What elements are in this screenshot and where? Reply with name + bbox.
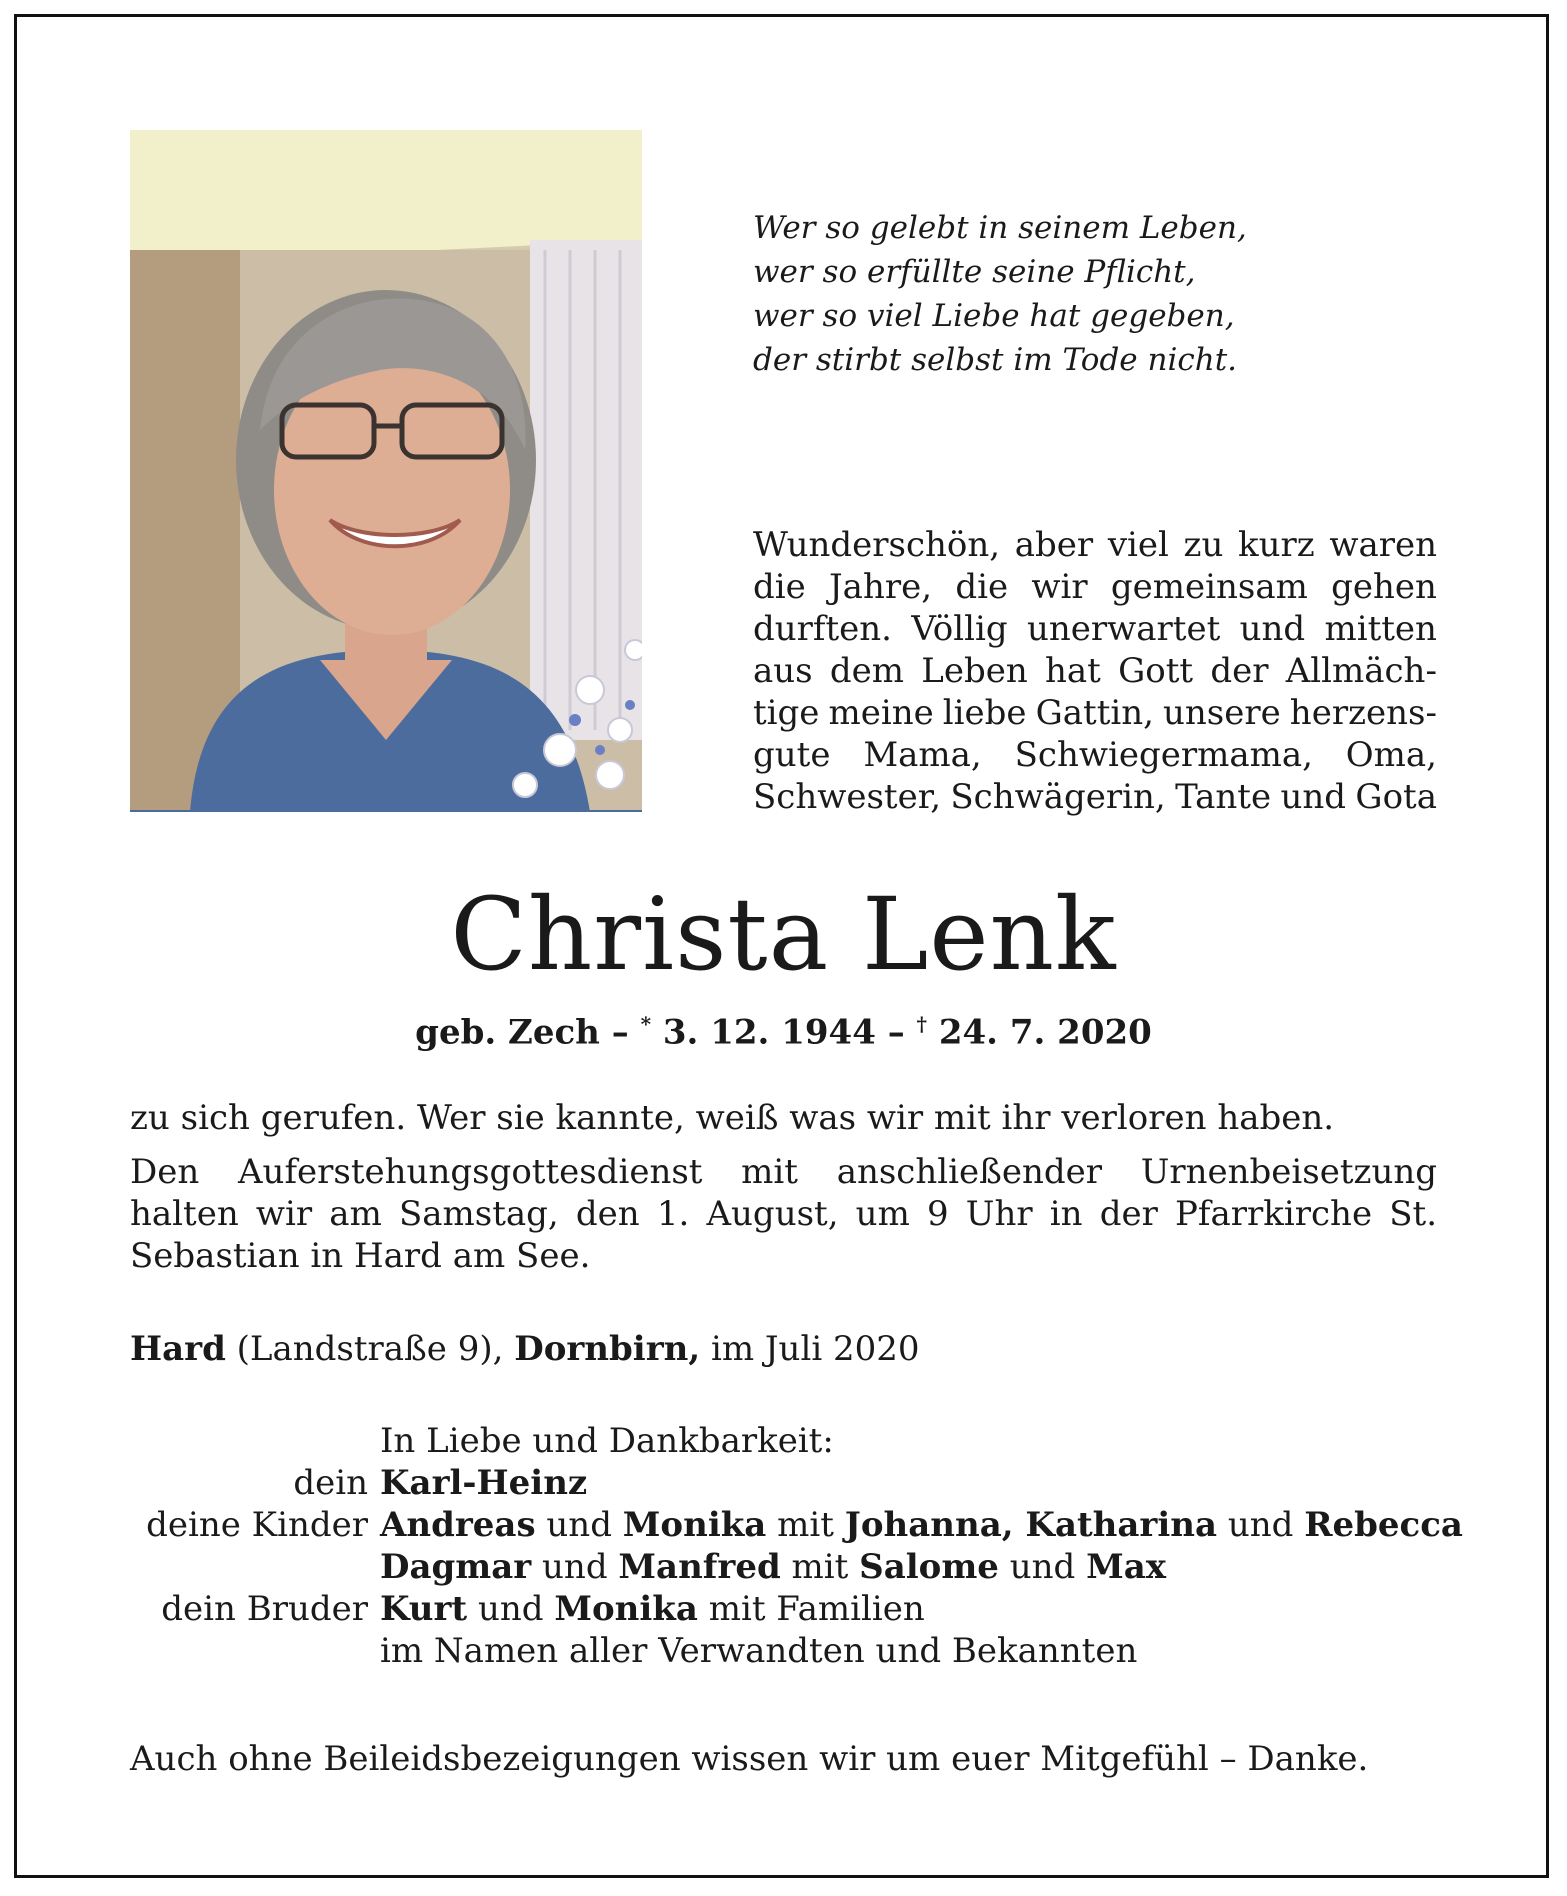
- intro-word: herzens-: [1289, 693, 1437, 733]
- body-text: [130, 1097, 1437, 1277]
- intro-word: Oma,: [1345, 735, 1437, 775]
- intro-word: Leben: [921, 651, 1028, 691]
- signatories: In Liebe und Dankbarkeit: dein Karl-Heinz deine Kinder Andreas und Monika mit Johanna, Katharina und Rebecca Dagmar und Manfred mit Salome und Max dein Bruder Kurt und Monika mit Familien im Namen aller Verwandten und Bekannten: [130, 1420, 1463, 1672]
- birth-star-icon: *: [640, 1012, 652, 1036]
- birth-date: 3. 12. 1944: [651, 1012, 876, 1053]
- intro-word: aber: [1014, 525, 1094, 565]
- intro-word: Schwiegermama,: [1014, 735, 1313, 775]
- intro-word: Gott: [1118, 651, 1194, 691]
- motto-line: Wer so gelebt in seinem Leben,: [753, 210, 1247, 246]
- intro-line: [753, 608, 1437, 650]
- intro-line: [753, 650, 1437, 692]
- intro-word: wir: [1031, 567, 1088, 607]
- intro-word: die: [955, 567, 1009, 607]
- intro-word: meine: [828, 693, 934, 733]
- intro-word: Tante: [1175, 777, 1272, 817]
- footer-thanks: Auch ohne Beileidsbezeigungen wissen wir um euer Mitgefühl – Danke.: [130, 1739, 1369, 1779]
- intro-word: unsere: [1163, 693, 1281, 733]
- intro-word: die: [753, 567, 806, 607]
- portrait-photo-icon: [130, 130, 642, 812]
- intro-word: Völlig: [911, 609, 1008, 649]
- intro-word: aus: [753, 651, 813, 691]
- funeral-paragraph: Den Auferstehungsgottesdienst mit anschließender Urnenbeisetzung halten wir am Samstag, den 1. August, um 9 Uhr in der Pfarrkirche St. Sebastian in Hard am See.: [130, 1152, 1437, 1276]
- deceased-name: Christa Lenk: [450, 876, 1117, 993]
- intro-word: gute: [753, 735, 831, 775]
- intro-word: Gota: [1355, 777, 1437, 817]
- motto-line: wer so erfüllte seine Pflicht,: [753, 254, 1196, 290]
- intro-word: waren: [1329, 525, 1437, 565]
- intro-word: hat: [1045, 651, 1101, 691]
- intro-word: kurz: [1238, 525, 1315, 565]
- motto-line: wer so viel Liebe hat gegeben,: [753, 298, 1235, 334]
- intro-word: Schwägerin,: [950, 777, 1166, 817]
- motto-line: der stirbt selbst im Tode nicht.: [753, 342, 1238, 378]
- intro-word: durften.: [753, 609, 892, 649]
- intro-word: dem: [829, 651, 905, 691]
- intro-line: [753, 776, 1437, 818]
- intro-word: zu: [1183, 525, 1224, 565]
- death-cross-icon: †: [916, 1012, 928, 1036]
- children-label: deine Kinder: [146, 1505, 368, 1545]
- intro-word: mitten: [1324, 609, 1437, 649]
- others-line: im Namen aller Verwandten und Bekannten: [380, 1631, 1138, 1671]
- intro-word: gehen: [1331, 567, 1437, 607]
- intro-word: und: [1239, 609, 1306, 649]
- intro-word: Wunderschön,: [753, 525, 1001, 565]
- intro-word: der: [1210, 651, 1269, 691]
- notice-date: im Juli 2020: [700, 1329, 920, 1369]
- death-date: 24. 7. 2020: [927, 1012, 1152, 1053]
- birth-name: geb. Zech: [415, 1012, 600, 1053]
- intro-word: viel: [1107, 525, 1169, 565]
- intro-word: gemeinsam: [1110, 567, 1308, 607]
- town-dornbirn: Dornbirn,: [514, 1329, 701, 1369]
- signatories-heading: In Liebe und Dankbarkeit:: [380, 1421, 834, 1461]
- intro-line: [753, 734, 1437, 776]
- intro-word: Jahre,: [829, 567, 933, 607]
- intro-word: Mama,: [863, 735, 982, 775]
- address: (Landstraße 9),: [225, 1329, 515, 1369]
- intro-word: Schwester,: [753, 777, 942, 817]
- body-paragraph: zu sich gerufen. Wer sie kannte, weiß was wir mit ihr verloren haben.: [130, 1098, 1335, 1138]
- brother-label: dein Bruder: [161, 1589, 368, 1629]
- motto-verse: [753, 206, 1247, 382]
- intro-line: [753, 566, 1437, 608]
- intro-paragraph: [753, 524, 1437, 818]
- place-date-line: [130, 1328, 920, 1370]
- intro-line: [753, 524, 1437, 566]
- intro-word: tige: [753, 693, 820, 733]
- husband-label: dein: [293, 1463, 368, 1503]
- husband-name: Karl-Heinz: [380, 1463, 588, 1503]
- town-hard: Hard: [130, 1329, 226, 1369]
- intro-word: unerwartet: [1026, 609, 1221, 649]
- intro-word: Gattin,: [1035, 693, 1154, 733]
- intro-word: liebe: [942, 693, 1027, 733]
- life-dates: geb. Zech – * 3. 12. 1944 – † 24. 7. 2020: [415, 1012, 1152, 1053]
- intro-line: [753, 692, 1437, 734]
- intro-word: Allmäch-: [1285, 651, 1437, 691]
- intro-word: und: [1280, 777, 1347, 817]
